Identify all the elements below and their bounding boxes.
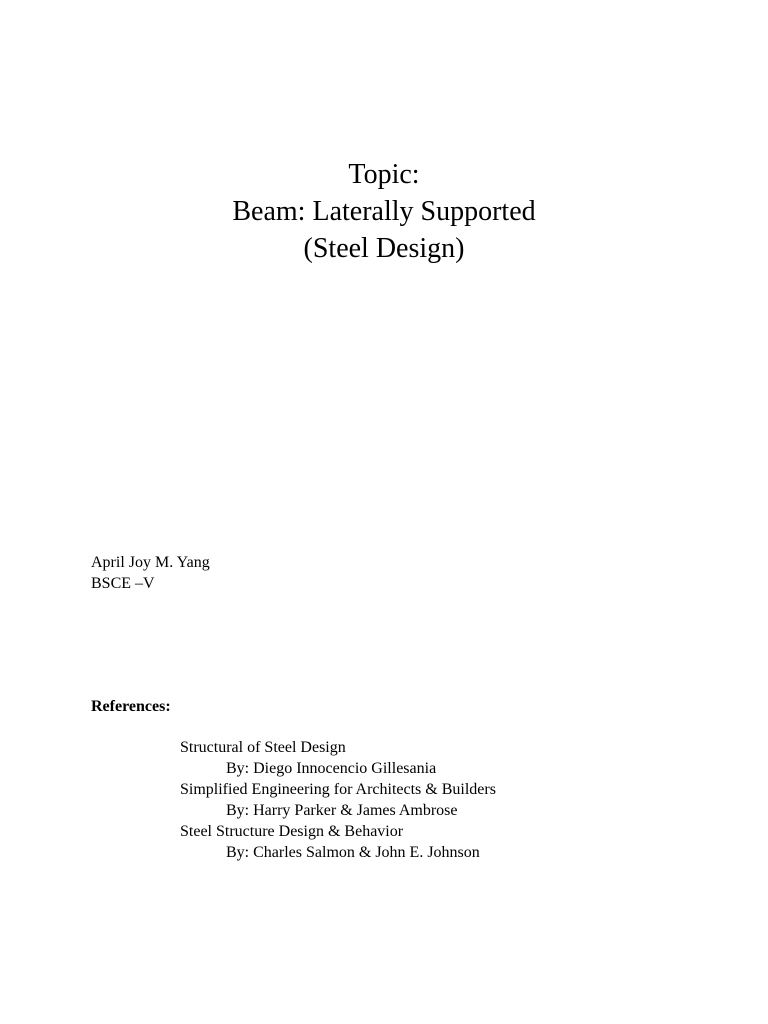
reference-title: Simplified Engineering for Architects & Builders — [180, 781, 496, 798]
title-line-1: Beam: Laterally Supported — [232, 196, 536, 227]
reference-author: By: Charles Salmon & John E. Johnson — [226, 844, 480, 861]
reference-title: Structural of Steel Design — [180, 739, 346, 756]
reference-title: Steel Structure Design & Behavior — [180, 823, 404, 840]
title-line-2: (Steel Design) — [303, 233, 465, 264]
reference-author: By: Diego Innocencio Gillesania — [226, 760, 437, 777]
topic-label: Topic: — [348, 159, 420, 190]
author-name: April Joy M. Yang — [91, 554, 210, 571]
reference-item — [180, 737, 496, 779]
title-block — [0, 156, 768, 267]
references-list — [180, 737, 496, 863]
reference-author: By: Harry Parker & James Ambrose — [226, 802, 458, 819]
author-course: BSCE –V — [91, 575, 155, 592]
reference-item — [180, 821, 496, 863]
references-heading: References: — [91, 698, 171, 715]
author-block — [91, 552, 210, 594]
reference-item — [180, 779, 496, 821]
